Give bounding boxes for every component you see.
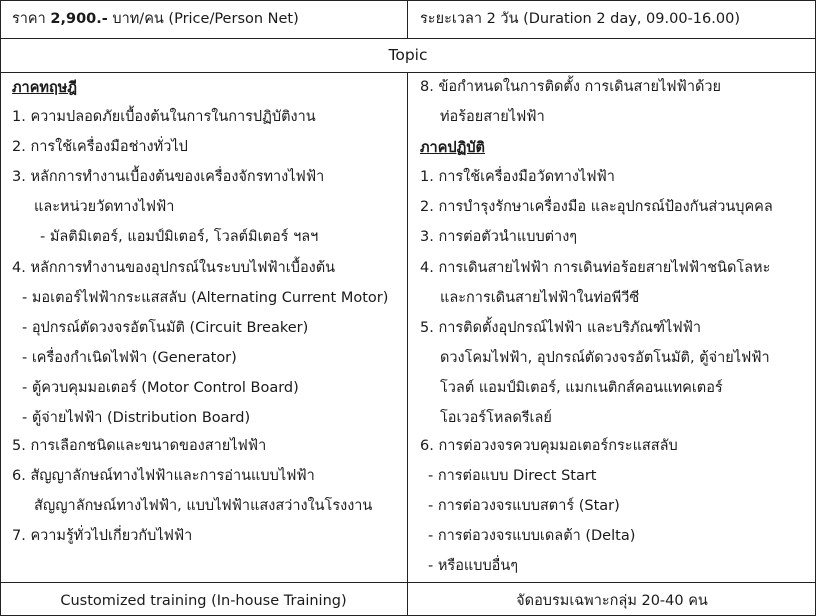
theory-line: - ตู้จ่ายไฟฟ้า (Distribution Board)	[22, 410, 251, 426]
row-divider	[0, 38, 816, 39]
practice-line: - การต่อวงจรแบบสตาร์ (Star)	[428, 498, 620, 514]
practice-line: โอเวอร์โหลดรีเลย์	[440, 410, 552, 426]
column-divider	[407, 0, 408, 38]
practice-line: 5. การติดตั้งอุปกรณ์ไฟฟ้า และบริภัณฑ์ไฟฟ้า	[420, 320, 702, 336]
theory-line: 7. ความรู้ทั่วไปเกี่ยวกับไฟฟ้า	[12, 528, 193, 544]
practice-line: โวลต์ แอมป์มิเตอร์, แมกเนติกส์คอนแทคเตอร์	[440, 380, 723, 396]
practice-line: 4. การเดินสายไฟฟ้า การเดินท่อร้อยสายไฟฟ้าชนิดโลหะ	[420, 260, 771, 276]
practice-line: - หรือแบบอื่นๆ	[428, 558, 519, 574]
practice-line: 6. การต่อวงจรควบคุมมอเตอร์กระแสสลับ	[420, 438, 678, 454]
footer-group-size: จัดอบรมเฉพาะกลุ่ม 20-40 คน	[516, 593, 708, 609]
practice-line: ดวงโคมไฟฟ้า, อุปกรณ์ตัดวงจรอัตโนมัติ, ตู้จ่ายไฟฟ้า	[440, 350, 770, 366]
practice-line: 2. การบำรุงรักษาเครื่องมือ และอุปกรณ์ป้องกันส่วนบุคคล	[420, 199, 773, 215]
duration-cell: ระยะเวลา 2 วัน (Duration 2 day, 09.00-16.00)	[420, 11, 740, 27]
row-divider	[0, 582, 816, 583]
theory-line: - ตู้ควบคุมมอเตอร์ (Motor Control Board)	[22, 380, 299, 396]
theory-line: - อุปกรณ์ตัดวงจรอัตโนมัติ (Circuit Breaker)	[22, 320, 309, 336]
theory-line: 6. สัญญาลักษณ์ทางไฟฟ้าและการอ่านแบบไฟฟ้า	[12, 468, 315, 484]
theory-line: 3. หลักการทำงานเบื้องต้นของเครื่องจักรทางไฟฟ้า	[12, 169, 325, 185]
practice-line: 1. การใช้เครื่องมือวัดทางไฟฟ้า	[420, 169, 615, 185]
practice-line: 3. การต่อตัวนำแบบต่างๆ	[420, 229, 578, 245]
theory-line: สัญญาลักษณ์ทางไฟฟ้า, แบบไฟฟ้าแสงสว่างในโรงงาน	[34, 498, 373, 514]
theory-heading: ภาคทฤษฎี	[12, 80, 78, 96]
theory-line: 8. ข้อกำหนดในการติดตั้ง การเดินสายไฟฟ้าด้วย	[420, 79, 722, 95]
theory-line: - เครื่องกำเนิดไฟฟ้า (Generator)	[22, 350, 237, 366]
practice-line: - การต่อวงจรแบบเดลต้า (Delta)	[428, 528, 636, 544]
practice-line: - การต่อแบบ Direct Start	[428, 468, 597, 484]
theory-line: ท่อร้อยสายไฟฟ้า	[440, 109, 545, 125]
theory-line: และหน่วยวัดทางไฟฟ้า	[34, 199, 175, 215]
theory-line: - มัลติมิเตอร์, แอมป์มิเตอร์, โวลต์มิเตอร์ ฯลฯ	[40, 229, 319, 245]
theory-line: 4. หลักการทำงานของอุปกรณ์ในระบบไฟฟ้าเบื้องต้น	[12, 260, 336, 276]
theory-line: 5. การเลือกชนิดและขนาดของสายไฟฟ้า	[12, 438, 267, 454]
practice-heading: ภาคปฏิบัติ	[420, 140, 485, 156]
practice-line: และการเดินสายไฟฟ้าในท่อพีวีซี	[440, 290, 640, 306]
price-cell: ราคา 2,900.- บาท/คน (Price/Person Net)	[12, 11, 299, 27]
footer-training-type: Customized training (In-house Training)	[60, 593, 347, 609]
theory-line: - มอเตอร์ไฟฟ้ากระแสสลับ (Alternating Current Motor)	[22, 290, 389, 306]
topic-heading: Topic	[388, 46, 428, 64]
theory-line: 2. การใช้เครื่องมือช่างทั่วไป	[12, 139, 188, 155]
row-divider	[0, 72, 816, 73]
theory-line: 1. ความปลอดภัยเบื้องต้นในการในการปฏิบัติงาน	[12, 109, 316, 125]
price-amount: 2,900.-	[50, 11, 108, 27]
column-divider	[407, 72, 408, 616]
